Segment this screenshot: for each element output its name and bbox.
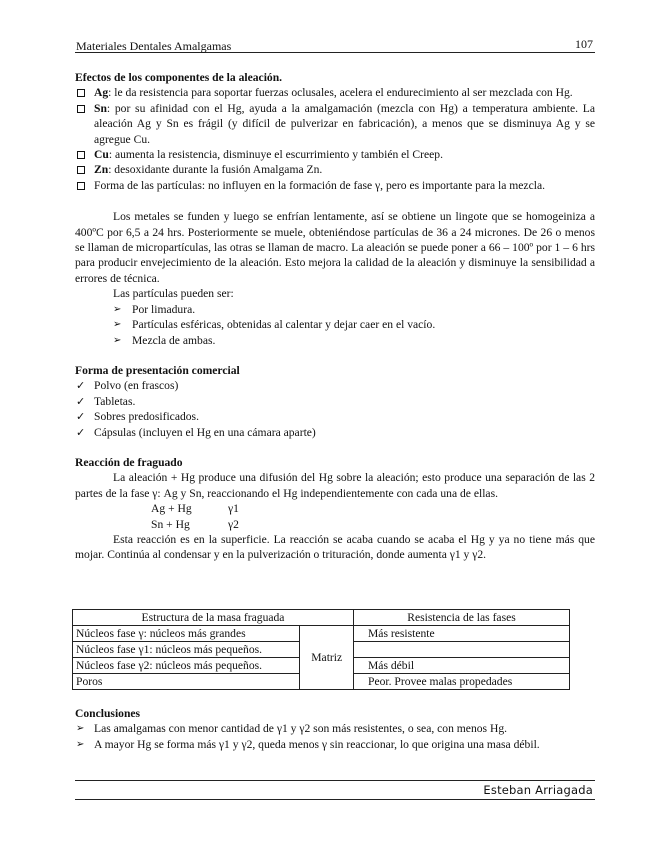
table-cell: Núcleos fase γ2: núcleos más pequeños. (73, 658, 300, 674)
table-cell: Núcleos fase γ1: núcleos más pequeños. (73, 642, 300, 658)
table-cell (354, 642, 570, 658)
square-bullet-icon (77, 89, 85, 97)
check-icon: ✓ (76, 394, 86, 408)
arrow-bullet-icon: ➢ (113, 319, 122, 331)
reaction-paragraph-2: Esta reacción es en la superficie. La reacción se acaba cuando se acaba el Hg y ya no tiene más que mojar. Continúa al condensar y en la pulverización o trituración, donde aumenta γ1 y γ2. (75, 532, 595, 562)
square-bullet-icon (77, 105, 85, 113)
reaction-1-reactants: Ag + Hg (151, 502, 192, 516)
page-body (75, 35, 595, 563)
reaction-1-product: γ1 (228, 502, 239, 516)
page-number: 107 (575, 37, 593, 51)
process-paragraph: Los metales se funden y luego se enfrían lentamente, así se obtiene un lingote que se homogeiniza a 400ºC por 6,5 a 24 hrs. Posteriormente se muele, obteniéndose partículas de 36 a 24 micrones. De 26 o menos se llaman de micropartículas, las otras se llaman de macro. La aleación se puede poner a 66 – 100º por 1 – 6 hrs para producir envejecimiento de la aleación. Esto mejora la calidad de la aleación y disminuye la sensibilidad a errores de técnica. (75, 210, 595, 285)
reaction-heading: Reacción de fraguado (75, 455, 183, 469)
table-row (73, 626, 570, 642)
reaction-2-product: γ2 (228, 517, 239, 531)
table-header-resistance: Resistencia de las fases (354, 610, 570, 626)
conclusion-item: ➢ A mayor Hg se forma más γ1 y γ2, queda menos γ sin reaccionar, lo que origina una masa débil. (76, 737, 540, 751)
particle-type: ➢ Por limadura. (113, 302, 196, 316)
check-icon: ✓ (76, 425, 86, 439)
check-icon: ✓ (76, 410, 86, 424)
effects-heading: Efectos de los componentes de la aleación. (75, 71, 283, 84)
particle-type: ➢ Partículas esféricas, obtenidas al calentar y dejar caer en el vacío. (113, 318, 436, 332)
conclusion-item: ➢ Las amalgamas con menor cantidad de γ1 y γ2 son más resistentes, o sea, con menos Hg. (76, 722, 508, 736)
table-header-row (73, 610, 570, 626)
square-bullet-icon (77, 166, 85, 174)
effect-item-zn: Zn: desoxidante durante la fusión Amalgama Zn. (75, 162, 595, 177)
table-cell: Más resistente (354, 626, 570, 642)
table-cell: Peor. Provee malas propedades (354, 674, 570, 690)
check-icon: ✓ (76, 379, 86, 393)
header-title: Materiales Dentales Amalgamas (76, 39, 232, 53)
arrow-bullet-icon: ➢ (76, 738, 85, 750)
reaction-2-reactants: Sn + Hg (151, 517, 190, 531)
page-header (75, 35, 595, 53)
presentation-heading: Forma de presentación comercial (75, 363, 240, 377)
square-bullet-icon (77, 182, 85, 190)
presentation-item: ✓ Cápsulas (incluyen el Hg en una cámara aparte) (76, 425, 316, 439)
presentation-item: ✓ Tabletas. (76, 394, 136, 408)
table-cell-matrix: Matriz (300, 626, 354, 690)
footer-author: Esteban Arriagada (483, 783, 593, 797)
effect-item-ag: Ag: le da resistencia para soportar fuerzas oclusales, acelera el endurecimiento al ser mezclada con Hg. (75, 85, 595, 100)
table-cell: Más débil (354, 658, 570, 674)
table-cell: Núcleos fase γ: núcleos más grandes (73, 626, 300, 642)
reaction-paragraph-1: La aleación + Hg produce una difusión del Hg sobre la aleación; esto produce una separación de las 2 partes de la fase γ: Ag y Sn, reaccionando el Hg independientemente con cada una de ellas. (75, 471, 595, 500)
square-bullet-icon (77, 151, 85, 159)
page-footer (75, 780, 595, 800)
table-header-structure: Estructura de la masa fraguada (73, 610, 354, 626)
conclusions-heading: Conclusiones (75, 707, 141, 720)
phases-table (72, 609, 570, 690)
arrow-bullet-icon: ➢ (113, 303, 122, 315)
particle-type: ➢ Mezcla de ambas. (113, 333, 216, 347)
presentation-item: ✓ Polvo (en frascos) (76, 379, 179, 393)
effect-item-cu: Cu: aumenta la resistencia, disminuye el escurrimiento y también el Creep. (75, 147, 595, 162)
particles-intro: Las partículas pueden ser: (113, 287, 234, 301)
arrow-bullet-icon: ➢ (113, 334, 122, 346)
reaction-equation-2 (75, 517, 595, 532)
presentation-item: ✓ Sobres predosificados. (76, 410, 199, 424)
conclusions-section (75, 706, 595, 752)
effect-item-sn: Sn: por su afinidad con el Hg, ayuda a la amalgamación (mezcla con Hg) a temperatura ambiente. La aleación Ag y Sn es frágil (y difícil de pulverizar en fabricación), a menos que se disminuya Ag y se agregue Cu. (75, 101, 595, 147)
effect-item-shape: Forma de las partículas: no influyen en la formación de fase γ, pero es importante para la mezcla. (75, 178, 595, 193)
table-cell: Poros (73, 674, 300, 690)
reaction-equation-1 (75, 501, 595, 516)
arrow-bullet-icon: ➢ (76, 723, 85, 735)
